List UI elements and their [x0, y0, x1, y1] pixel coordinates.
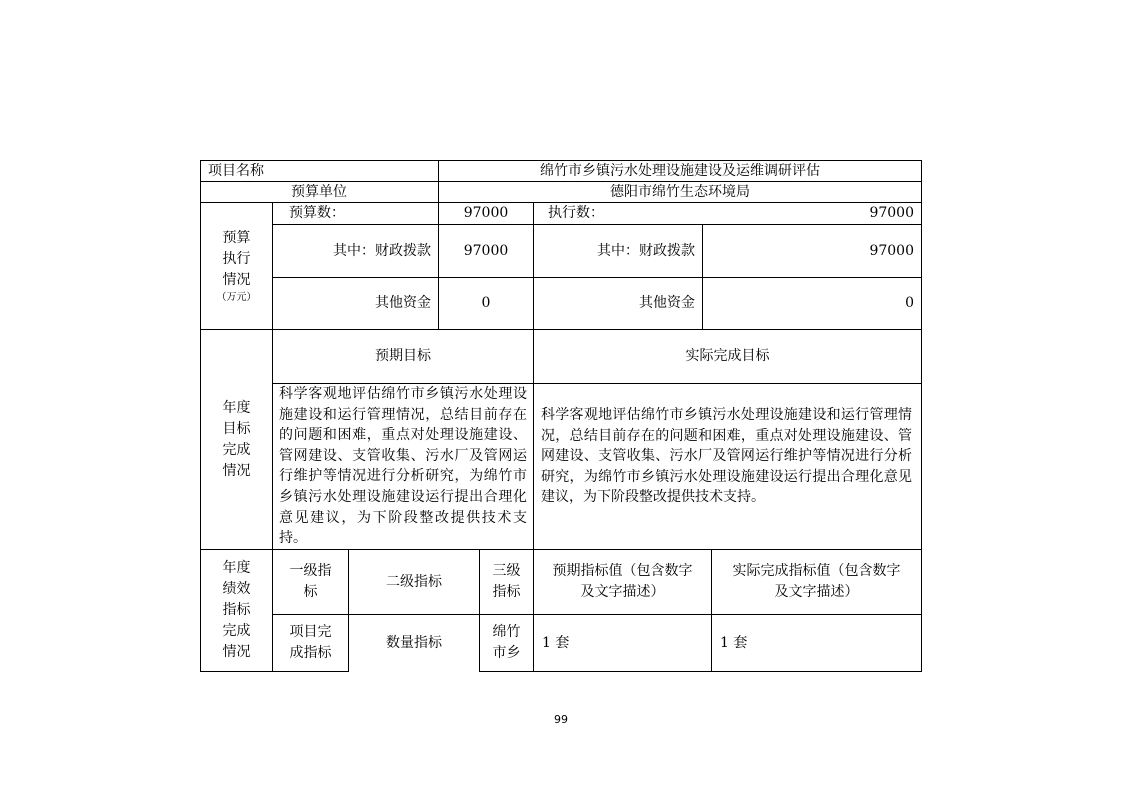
- other-funds-budget-value: 0: [481, 295, 491, 311]
- perf-section-label: [201, 550, 272, 671]
- label-line: 目标: [222, 420, 251, 437]
- cell-line: 绵竹: [492, 624, 521, 640]
- label-line: 情况: [222, 644, 251, 660]
- expected-goal-header: 预期目标: [375, 348, 431, 364]
- page-number: 99: [554, 713, 568, 726]
- expected-value-header: [534, 550, 711, 614]
- budget-unit-label: 预算单位: [291, 183, 347, 200]
- header-line: 及文字描述）: [580, 584, 665, 600]
- goal-section-label: [201, 330, 272, 549]
- label-line: 执行: [222, 250, 251, 267]
- header-line: 实际完成指标值（包含数字: [732, 563, 901, 579]
- label-line: 完成: [222, 441, 251, 458]
- budget-amount-value: 97000: [463, 205, 509, 221]
- expected-goal-text: 科学客观地评估绵竹市乡镇污水处理设施建设和运行管理情况，总结目前存在的问题和困难，重点对处理设施建设、管网建设、支管收集、污水厂及管网运行维护等情况进行分析研究，为绵竹市乡镇污水处理设施建设运行提出合理化意见建议，为下阶段整改提供技术支持。: [279, 386, 527, 547]
- table-border-bottom: [479, 671, 922, 672]
- cell-line: 项目完: [289, 624, 332, 640]
- label-line: 预算: [222, 229, 251, 246]
- header-line: 指标: [492, 584, 521, 600]
- budget-section-label: [201, 203, 272, 329]
- actual-goal-header: 实际完成目标: [685, 348, 770, 364]
- project-name-value: 绵竹市乡镇污水处理设施建设及运维调研评估: [540, 162, 820, 179]
- header-line: 三级: [492, 563, 521, 579]
- fiscal-budget-value: 97000: [463, 242, 509, 259]
- actual-value-header: [712, 550, 921, 614]
- table-row-level3: [480, 615, 533, 671]
- table-border-right: [921, 160, 922, 672]
- other-funds-label: 其他资金: [375, 295, 431, 311]
- level3-indicator-header: [480, 550, 533, 614]
- header-line: 预期指标值（包含数字: [552, 563, 693, 579]
- label-line: 年度: [222, 560, 251, 576]
- fiscal-exec-label: 其中：财政拨款: [597, 242, 695, 259]
- exec-amount-value: 97000: [869, 205, 914, 221]
- header-line: 标: [303, 584, 318, 600]
- other-funds-exec-value: 0: [905, 295, 914, 311]
- budget-unit-value: 德阳市绵竹生态环境局: [610, 183, 750, 200]
- cell-line: 市乡: [492, 645, 521, 661]
- level1-indicator-header: [273, 550, 348, 614]
- header-line: 及文字描述）: [774, 584, 859, 600]
- other-funds-exec-label: 其他资金: [639, 295, 695, 311]
- project-name-label: 项目名称: [208, 162, 264, 179]
- table-row-level1: [273, 615, 348, 671]
- label-line: 完成: [222, 623, 251, 639]
- label-line: 年度: [222, 399, 251, 416]
- exec-amount-label: 执行数：: [548, 205, 604, 221]
- table-row-level2: 数量指标: [386, 634, 442, 651]
- label-line: 情况: [222, 271, 251, 288]
- level2-indicator-header: 二级指标: [386, 573, 442, 590]
- cell-line: 成指标: [289, 645, 332, 661]
- fiscal-label: 其中：财政拨款: [333, 242, 431, 259]
- budget-amount-label: 预算数：: [289, 205, 345, 221]
- fiscal-exec-value: 97000: [869, 242, 914, 259]
- table-border-bottom: [200, 671, 349, 672]
- table-row-actual-value: 1 套: [720, 634, 748, 651]
- label-line: 绩效: [222, 581, 251, 597]
- label-line: 指标: [222, 602, 251, 618]
- label-line: 情况: [222, 462, 251, 479]
- actual-goal-text: 科学客观地评估绵竹市乡镇污水处理设施建设和运行管理情况，总结目前存在的问题和困难，重点对处理设施建设、管网建设、支管收集、污水厂及管网运行维护等情况进行分析研究，为绵竹市乡镇污水处理设施建设运行提出合理化意见建议，为下阶段整改提供技术支持。: [541, 407, 912, 506]
- unit-note: （万元）: [216, 291, 257, 303]
- table-row-expected-value: 1 套: [542, 634, 570, 651]
- header-line: 一级指: [289, 563, 332, 579]
